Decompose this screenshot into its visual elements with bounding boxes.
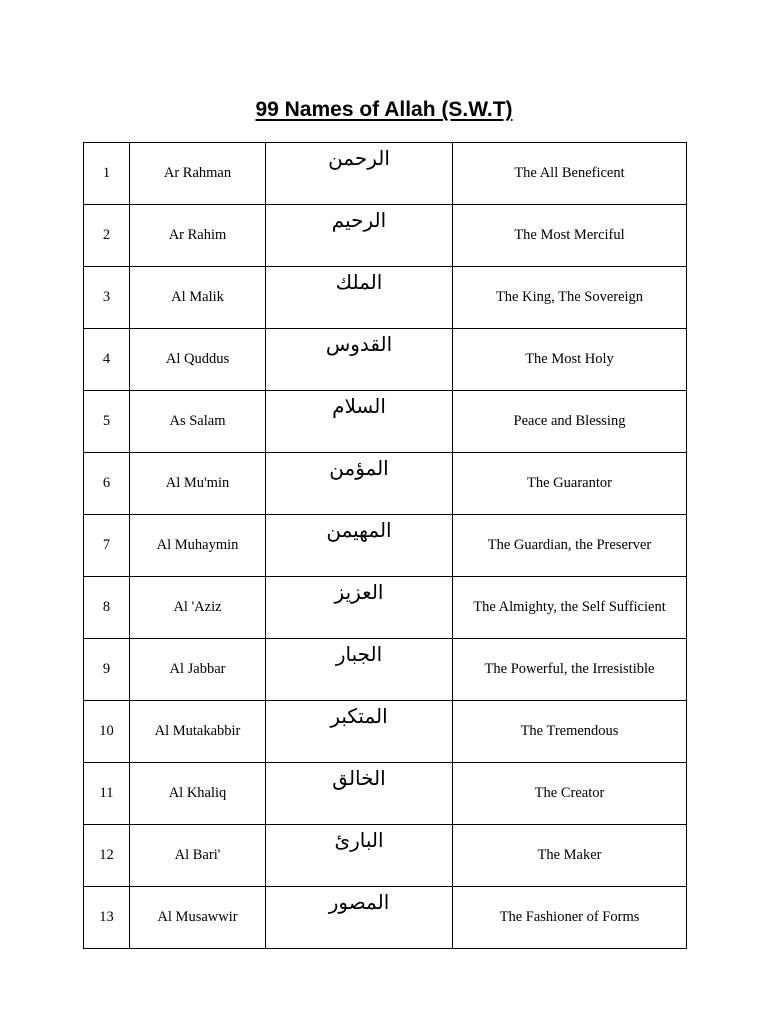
name-number: 13	[84, 887, 130, 949]
name-meaning: The Powerful, the Irresistible	[453, 639, 687, 701]
name-transliteration: Al Jabbar	[130, 639, 266, 701]
name-meaning: The King, The Sovereign	[453, 267, 687, 329]
name-transliteration: Al Malik	[130, 267, 266, 329]
page-title	[0, 92, 768, 128]
table-row	[84, 763, 687, 825]
name-arabic: المصور	[266, 887, 453, 949]
table-row	[84, 143, 687, 205]
name-meaning: The Guardian, the Preserver	[453, 515, 687, 577]
name-arabic: السلام	[266, 391, 453, 453]
name-meaning: The All Beneficent	[453, 143, 687, 205]
name-arabic: العزيز	[266, 577, 453, 639]
name-number: 4	[84, 329, 130, 391]
name-arabic: المهيمن	[266, 515, 453, 577]
name-arabic: الرحمن	[266, 143, 453, 205]
name-meaning: The Fashioner of Forms	[453, 887, 687, 949]
name-arabic: الجبار	[266, 639, 453, 701]
name-number: 10	[84, 701, 130, 763]
table-row	[84, 453, 687, 515]
name-number: 5	[84, 391, 130, 453]
name-number: 3	[84, 267, 130, 329]
name-arabic: القدوس	[266, 329, 453, 391]
name-arabic: الرحيم	[266, 205, 453, 267]
name-number: 7	[84, 515, 130, 577]
name-number: 11	[84, 763, 130, 825]
name-number: 6	[84, 453, 130, 515]
page-title-text: 99 Names of Allah (S.W.T)	[255, 98, 513, 121]
name-transliteration: As Salam	[130, 391, 266, 453]
name-arabic: المتكبر	[266, 701, 453, 763]
name-transliteration: Al Khaliq	[130, 763, 266, 825]
name-meaning: The Tremendous	[453, 701, 687, 763]
name-arabic: البارئ	[266, 825, 453, 887]
table-row	[84, 701, 687, 763]
name-transliteration: Al Quddus	[130, 329, 266, 391]
name-transliteration: Al Mu'min	[130, 453, 266, 515]
name-number: 1	[84, 143, 130, 205]
name-arabic: الخالق	[266, 763, 453, 825]
name-transliteration: Ar Rahman	[130, 143, 266, 205]
name-transliteration: Al Mutakabbir	[130, 701, 266, 763]
name-arabic: المؤمن	[266, 453, 453, 515]
table-row	[84, 267, 687, 329]
table-row	[84, 577, 687, 639]
name-number: 8	[84, 577, 130, 639]
name-meaning: The Almighty, the Self Sufficient	[453, 577, 687, 639]
name-number: 2	[84, 205, 130, 267]
name-meaning: The Maker	[453, 825, 687, 887]
table-row	[84, 205, 687, 267]
table-row	[84, 515, 687, 577]
names-table	[83, 142, 687, 949]
name-meaning: Peace and Blessing	[453, 391, 687, 453]
name-meaning: The Guarantor	[453, 453, 687, 515]
name-arabic: الملك	[266, 267, 453, 329]
table-row	[84, 887, 687, 949]
name-transliteration: Al 'Aziz	[130, 577, 266, 639]
name-meaning: The Creator	[453, 763, 687, 825]
table-row	[84, 329, 687, 391]
name-transliteration: Al Musawwir	[130, 887, 266, 949]
name-meaning: The Most Holy	[453, 329, 687, 391]
name-number: 12	[84, 825, 130, 887]
name-transliteration: Ar Rahim	[130, 205, 266, 267]
table-row	[84, 825, 687, 887]
name-transliteration: Al Bari'	[130, 825, 266, 887]
name-number: 9	[84, 639, 130, 701]
table-row	[84, 391, 687, 453]
name-meaning: The Most Merciful	[453, 205, 687, 267]
table-row	[84, 639, 687, 701]
name-transliteration: Al Muhaymin	[130, 515, 266, 577]
